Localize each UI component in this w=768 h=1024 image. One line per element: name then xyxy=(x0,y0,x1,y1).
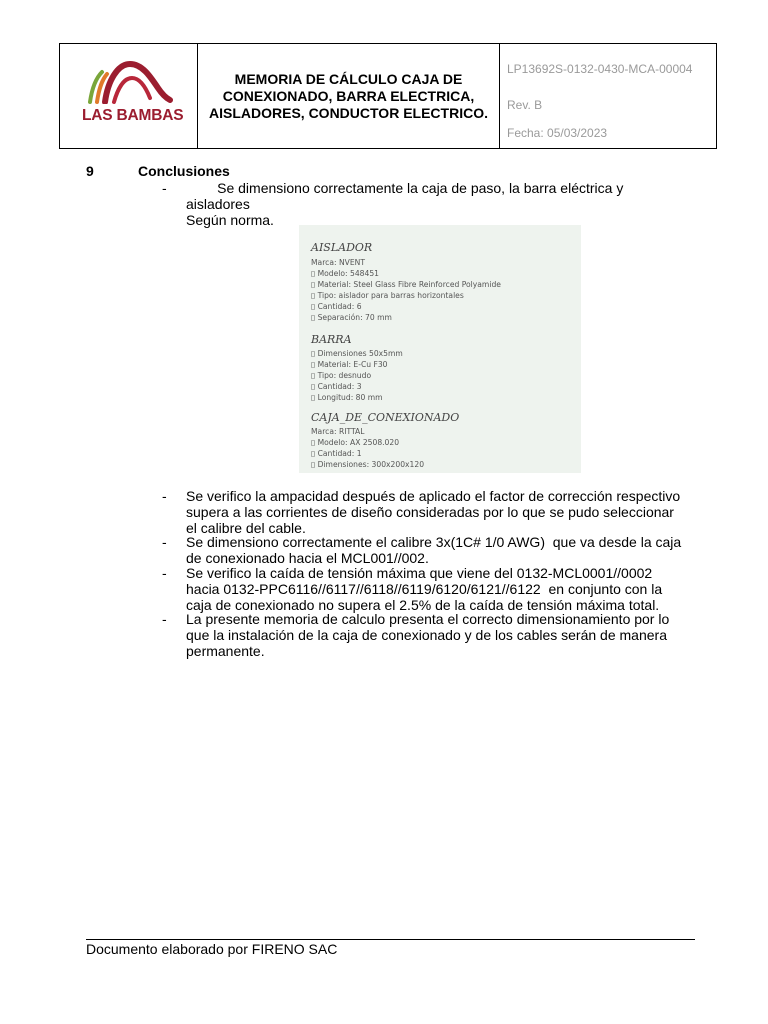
footer-divider xyxy=(86,939,695,940)
bullet-line: La presente memoria de calculo presenta el correcto dimensionamiento por lo xyxy=(186,611,670,627)
bullet-line: Se verifico la caída de tensión máxima que viene del 0132-MCL0001//0002 xyxy=(186,565,653,581)
spec-image xyxy=(299,225,581,473)
section-title: Conclusiones xyxy=(138,163,230,179)
bullet-line: que la instalación de la caja de conexionado y de los cables serán de manera xyxy=(186,627,667,643)
bullet-dash: - xyxy=(162,488,167,504)
title-line: AISLADORES, CONDUCTOR ELECTRICO. xyxy=(209,104,488,121)
spec-heading-caja: CAJA_DE_CONEXIONADO xyxy=(311,411,460,424)
footer-text: Documento elaborado por FIRENO SAC xyxy=(86,941,338,957)
bullet-line: Se dimensiono correctamente la caja de paso, la barra eléctrica y xyxy=(186,180,624,196)
bullet-line: supera a las corrientes de diseño consideradas por lo que se pudo seleccionar xyxy=(186,504,674,520)
bullet-dash: - xyxy=(162,180,167,196)
spec-line: ▯ Tipo: aislador para barras horizontales xyxy=(311,291,464,300)
bullet-line: Según norma. xyxy=(186,212,274,228)
las-bambas-logo-icon xyxy=(84,58,174,104)
bullet-line: caja de conexionado no supera el 2.5% de la caída de tensión máxima total. xyxy=(186,597,660,613)
document-code: LP13692S-0132-0430-MCA-00004 xyxy=(507,62,693,76)
spec-line: ▯ Separación: 70 mm xyxy=(311,313,392,322)
spec-line: Marca: NVENT xyxy=(311,258,365,267)
bullet-line: el calibre del cable. xyxy=(186,520,306,536)
document-title xyxy=(198,44,500,148)
section-number: 9 xyxy=(86,163,94,179)
document-meta xyxy=(500,44,716,148)
bullet-line: aisladores xyxy=(186,196,250,212)
spec-line: ▯ Tipo: desnudo xyxy=(311,371,372,380)
spec-line: ▯ Cantidad: 1 xyxy=(311,449,362,458)
bullet-dash: - xyxy=(162,534,167,550)
spec-heading-barra: BARRA xyxy=(311,333,352,346)
spec-heading-aislador: AISLADOR xyxy=(311,241,373,254)
spec-line: ▯ Material: E-Cu F30 xyxy=(311,360,388,369)
spec-line: ▯ Cantidad: 6 xyxy=(311,302,362,311)
bullet-line: hacia 0132-PPC6116//6117//6118//6119/6120/6121//6122 en conjunto con la xyxy=(186,581,663,597)
spec-line: ▯ Dimensiones 50x5mm xyxy=(311,349,403,358)
spec-line: Marca: RITTAL xyxy=(311,427,365,436)
bullet-line: permanente. xyxy=(186,643,265,659)
spec-line: ▯ Cantidad: 3 xyxy=(311,382,362,391)
revision: Rev. B xyxy=(507,98,543,112)
bullet-line: de conexionado hacia el MCL001//002. xyxy=(186,550,429,566)
title-line: CONEXIONADO, BARRA ELECTRICA, xyxy=(222,87,475,104)
bullet-dash: - xyxy=(162,611,167,627)
logo-cell xyxy=(60,44,198,148)
bullet-line: Se dimensiono correctamente el calibre 3x(1C# 1/0 AWG) que va desde la caja xyxy=(186,534,682,550)
date: Fecha: 05/03/2023 xyxy=(507,126,608,140)
document-header xyxy=(59,43,717,149)
spec-line: ▯ Material: Steel Glass Fibre Reinforced Polyamide xyxy=(311,280,501,289)
spec-line: ▯ Modelo: 548451 xyxy=(311,269,379,278)
spec-line: ▯ Dimensiones: 300x200x120 xyxy=(311,460,425,469)
bullet-dash: - xyxy=(162,565,167,581)
spec-line: ▯ Longitud: 80 mm xyxy=(311,393,383,402)
spec-line: ▯ Modelo: AX 2508.020 xyxy=(311,438,400,447)
logo-text: LAS BAMBAS xyxy=(82,107,184,124)
bullet-line: Se verifico la ampacidad después de aplicado el factor de corrección respectivo xyxy=(186,488,681,504)
title-line: MEMORIA DE CÁLCULO CAJA DE xyxy=(234,70,463,87)
